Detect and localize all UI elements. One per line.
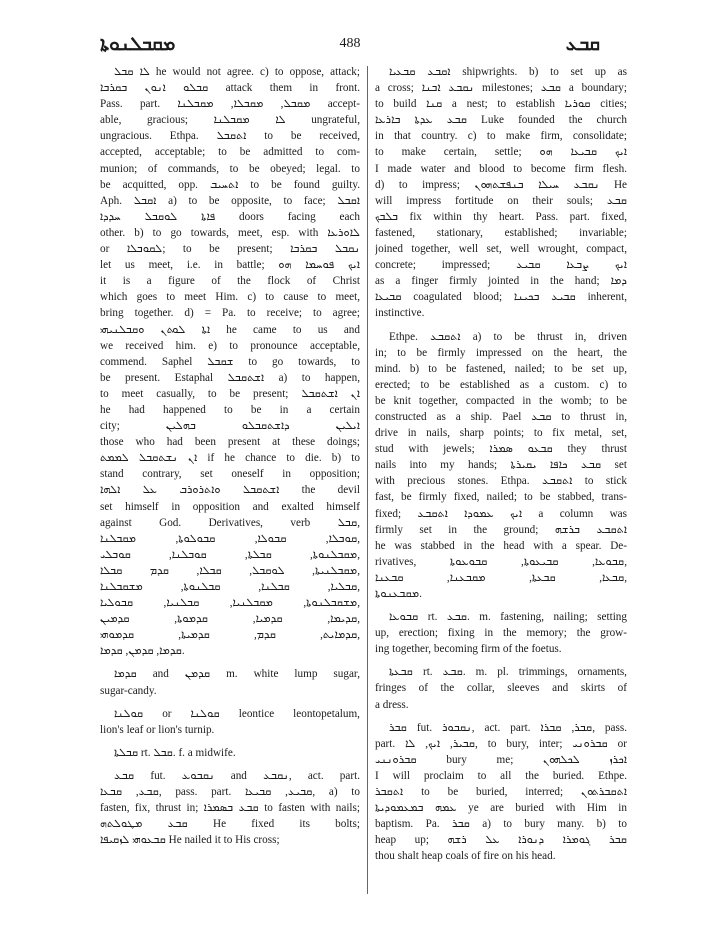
entry-line: baptism. Pa. ܩܒܪ a) to bury many. b) to: [375, 818, 627, 831]
entry-line: erected; to be established as a custom. c) to: [375, 378, 627, 391]
entry-line: concrete; impressed; ܐܝܟ ܨܒܥܐ ܩܒܝܥ: [375, 259, 627, 272]
entry-line: ungracious. Ethpa. ܐܬܩܒܠ to be received,: [100, 130, 360, 143]
entry-line: mind. b) to be fastened, nailed; to be set up,: [375, 362, 627, 375]
entry-line: ܩܕܡܐ and ܩܕܡܢ m. white lump sugar,: [114, 668, 360, 681]
entry-line: with precious stones. Ethpa. ܐܬܩܒܥ to stick: [375, 475, 627, 488]
entry-line: to meet casually, to be present; ܐܢ ܐܫܬܩܒܠ: [100, 387, 360, 400]
entry-line: or ܠܩܘܒܠܐ; to be present; ܢܩܒܠ ܒܩܪܒܐ: [100, 243, 360, 256]
entry-line: up, erection; fixing in the memory; the grow-: [375, 627, 627, 640]
entry-line: set himself in opposition and exalted himself: [100, 500, 360, 513]
entry-line: a cross; ܢܩܒܥ ܐܒܢܐ milestones; ܩܒܥ a boundary;: [375, 82, 627, 95]
entry-line: Ethpe. ܐܬܩܒܥ a) to be thrust in, driven: [389, 330, 627, 343]
page-header: [100, 34, 600, 58]
dictionary-entry: [375, 664, 627, 712]
dictionary-entry: [375, 609, 627, 657]
entry-line: city; ܐܝܠܝܢ ܕܐܫܬܩܒܠܘ ܒܗܠܝܢ: [100, 420, 360, 433]
entry-line: Aph. ܐܩܒܠ a) to be opposite, to face; ܐܩܒܠ: [100, 194, 360, 207]
entry-line: ܐܬܩܒܪ to be buried, interred; ܐܬܩܒܪܬܘܢ: [375, 786, 627, 799]
entry-line: thou shalt heap coals of fire on his head.: [375, 850, 556, 863]
entry-line: ܩܒܥܘܗܝ ܠܙܩܝܦܐ He nailed it to His cross;: [100, 834, 280, 847]
entry-line: I will proclaim to all the buried. Ethpe.: [375, 769, 627, 782]
entry-line: to make certain, settle; ܐܝܟ ܩܒܝܥܐ ܗܘ: [375, 146, 627, 159]
entry-line: I made water and blood to become firm flesh.: [375, 162, 627, 175]
dictionary-entry: [100, 706, 360, 738]
entry-line: munion; of commands, to be obeyed; legal. to: [100, 162, 360, 175]
entry-line: drive in nails, sharp points; to fix metal, set,: [375, 427, 627, 440]
entry-line: ܩܒܪܘܢܢܝ bury me; ܐܟܪܙ ܠܟܠܗܘܢ: [375, 753, 627, 766]
entry-line: ܩܒܥ ܡܛܘܠܬܗ He fixed its bolts;: [100, 818, 360, 831]
header-right-word: ܩܒܥ: [565, 34, 600, 55]
entry-line: ܩܒܝܥܐ coagulated blood; ܩܒܝܥ ܒܟܝܢܐ inherent,: [375, 291, 627, 304]
entry-line: he had happened to be in a certain: [100, 403, 360, 416]
entry-line: ܩܒܥ ܥܕܬܐ ܒܐܪܥܐ Luke founded the church: [375, 114, 627, 127]
entry-line: ܩܒܪ fut. ܢܩܒܘܪ, act. part. ܩܒܪ, ܩܒܪܐ, pass.: [389, 721, 627, 734]
entry-line: stand contrary, set oneself in opposition;: [100, 468, 360, 481]
dictionary-entry: [100, 64, 360, 659]
entry-line: ܐܬܐ ܠܘܬܢ ܘܩܒܠܢܝܗܝ he came to us and: [100, 323, 360, 336]
entry-line: fastened, stationary, established; invariable;: [375, 226, 627, 239]
entry-line: ܩܒܘܥܐ rt. ܩܒܥ. m. fastening, nailing; setting: [389, 611, 627, 624]
entry-line: we received him. e) to pronounce acceptable,: [100, 339, 360, 352]
entry-line: Pass. part. ܡܩܒܠ, ܡܩܒܠܐ, ܡܩܒܠܢܐ accept-: [100, 98, 360, 111]
entry-line: nails into my hands; ܩܒܥ ܟܐܦܐ ܝܩܝܪܬܐ set: [375, 459, 627, 472]
entry-line: ܩܒܥ, ܩܒܥܐ, pass. part. ܩܒܝܥ, ܩܒܝܥܐ, a) to: [100, 786, 360, 799]
entry-line: he was stabbed in the head with a spear. De-: [375, 539, 627, 552]
entry-line: be acquitted, opp. ܐܬܚܝܒ to be found guilty.: [100, 178, 360, 191]
dictionary-entry: [100, 745, 360, 761]
entry-line: ܐܢ ܢܫܬܩܒܠ ܠܡܡܬ if he chance to die. b) to: [100, 452, 360, 465]
entry-line: be present. Estaphal ܐܫܬܩܒܠ a) to happen,: [100, 371, 360, 384]
entry-line: as a finger firmly jointed in the hand; ܕܡܐ: [375, 275, 627, 288]
entry-line: sugar-candy.: [100, 684, 157, 697]
entry-line: ܩܒܠܘ ܐܢܘܢ ܒܩܪܒܐ attack them in front.: [100, 82, 360, 95]
dictionary-entry: [100, 768, 360, 848]
entry-line: to build ܩܢܐ a nest; to establish ܩܘܪܝܐ cities;: [375, 98, 627, 111]
entry-line: ܩܒܥ fut. ܢܩܒܘܥ and ܢܩܒܥ, act. part.: [114, 769, 360, 782]
entry-line: ܥܡܗ ܒܡܥܡܘܕܝܬܐ ye are buried with Him in: [375, 802, 627, 815]
entry-line: ܠܐ ܩܒܠ he would not agree. c) to oppose, attack;: [114, 66, 360, 78]
entry-line: ܡܩܒܠܢܝܬܐ, ܠܘܩܒܠ, ܩܒܠܐ, ܩܕܡ ܩܒܠܐ,: [100, 564, 360, 577]
entry-line: be knit together, compacted in the womb; to be: [375, 394, 627, 407]
entry-line: heap up; ܩܒܪ ܓܘܡܪܐ ܕܢܘܪܐ ܥܠ ܪܫܗ: [375, 834, 627, 847]
entry-line: lion's leaf or lion's turnip.: [100, 723, 215, 736]
entry-line: ܦܐܬܐ ܠܘܩܒܠ ܚܕܕܐ doors facing each: [100, 210, 360, 223]
entry-line: constructed as a ship. Pael ܩܒܥ to thrust in,: [375, 410, 627, 423]
entry-line: joined together, well set, well wrought, compact,: [375, 243, 627, 256]
entry-line: ܩܒܠܬܐ rt. ܩܒܠ. f. a midwife.: [114, 746, 236, 759]
entry-line: ܩܘܒܠܐ, ܩܒܘܠܐ, ܩܒܘܠܘܬܐ, ܡܩܒܠܢܐ,: [100, 532, 360, 545]
entry-line: ܩܕܡܐܝܬ, ܩܕܡ, ܩܕܡܝܬܐ, ܩܕܡܘܗܝ,: [100, 629, 360, 642]
entry-line: ܩܒܠܝܐ, ܩܒܠܢܐ, ܩܒܠܢܘܬܐ, ܡܫܩܒܠܢܐ,: [100, 581, 360, 593]
entry-line: a dress.: [375, 698, 409, 711]
entry-line: ܩܕܡܐ, ܩܕܡܢ, ܩܕܡܐ.: [100, 645, 185, 658]
entry-line: against God. Derivatives, verb ܩܒܠ,: [100, 516, 360, 529]
entry-line: ܡܫܩܒܠܢܘܬܐ, ܡܩܒܠܢܝܐ, ܩܒܠܢܝܐ, ܩܒܘܠܝܐ,: [100, 597, 360, 610]
entry-line: ܩܒܥܐ, ܩܒܥܬܐ, ܡܩܒܥܢܐ, ܩܒܥܢܐ,: [375, 571, 627, 584]
dictionary-entry: [375, 329, 627, 603]
entry-line: will impress fortitude on their souls; ܩܒܥ: [375, 194, 627, 207]
entry-line: rivatives, ܩܒܘܥܐ, ܩܒܝܥܘܬܐ, ܩܒܘܥܘܬܐ,: [375, 555, 627, 568]
entry-line: it is a figure of the flock of Christ: [100, 275, 360, 288]
entry-line: ܡܩܒܠܢܘܬܐ, ܩܒܠܬܐ, ܩܘܒܠܢܐ, ܩܘܒܠܝ,: [100, 548, 360, 561]
entry-line: ing together, becoming firm of the foetus.: [375, 643, 562, 656]
entry-line: accepted, acceptable; to be admitted to com-: [100, 146, 360, 159]
entry-line: ܡܩܒܥܢܘܬܐ.: [375, 588, 422, 600]
entry-line: fringes of the collar, sleeves and skirts of: [375, 682, 627, 695]
header-left-word: ܡܩܒܠܢܘܬܐ: [100, 34, 176, 55]
entry-line: able, gracious; ܠܐ ܡܩܒܠܢܐ ungrateful,: [100, 114, 360, 127]
entry-line: fasten, fix, thrust in; ܩܒܥ ܒܣܡܪܐ to fasten with nails;: [100, 802, 360, 815]
entry-line: ܩܘܠܢܐ or ܩܘܠܢܐ leontice leontopetalum,: [114, 707, 360, 720]
entry-line: fast, be firmly fixed, nailed; to be stabbed, trans-: [375, 491, 627, 504]
entry-line: which goes to meet Him. c) to cause to meet,: [100, 291, 360, 304]
left-column: [100, 64, 360, 848]
entry-line: ܐܫܬܩܒܠ ܘܐܬܪܘܪܒ ܥܠ ܐܠܗܐ the devil: [100, 484, 360, 497]
entry-line: bring together. d) = Pa. to receive; to agree;: [100, 307, 360, 320]
entry-line: in that country. c) to make firm, consolidate;: [375, 130, 627, 143]
entry-line: ܩܕܝܡܐ, ܩܕܡܝܐ, ܩܕܡܘܬܐ, ܩܕܡܝܢ,: [100, 613, 360, 626]
entry-line: stud with jewels; ܩܒܥܘ ܣܡܪܐ they thrust: [375, 443, 627, 456]
entry-line: commend. Saphel ܫܩܒܠ to go towards, to: [100, 355, 360, 368]
entry-line: other. b) to go towards, meet, esp. with ܠܐܘܪܥܐ: [100, 226, 360, 239]
entry-line: ܐܩܒܥ ܩܒܥܝܐ shipwrights. b) to set up as: [389, 66, 627, 78]
entry-line: fixed; ܐܝܟ ܥܡܘܕܐ ܐܬܩܒܥ a column was: [375, 507, 627, 520]
dictionary-entry: [375, 64, 627, 322]
dictionary-entry: [375, 720, 627, 865]
entry-line: those who had been present at these doings;: [100, 436, 360, 449]
entry-line: firmly set in the ground; ܐܬܩܒܥ ܒܪܫܗ: [375, 523, 627, 536]
entry-line: ܩܒܥܬܐ rt. ܩܒܥ. m. pl. trimmings, ornaments,: [389, 666, 627, 679]
entry-line: let us meet, i.e. in battle; ܐܝܟ ܦܘܚܡܐ ܗܘ: [100, 259, 360, 272]
entry-line: part. ܩܒܝܪ, ܐܝܟ, ܠܐ, to bury, inter; ܩܒܪܘܢܝ or: [375, 737, 627, 750]
entry-line: in; to be firmly impressed on the heart, the: [375, 346, 627, 359]
dictionary-entry: [100, 666, 360, 698]
entry-line: d) to impress; ܢܩܒܥ ܚܝܠܐ ܒܢܦܫܬܗܘܢ He: [375, 178, 627, 191]
right-column: [375, 64, 627, 865]
entry-line: ܒܠܒܟ fix within thy heart. Pass. part. fixed,: [375, 210, 627, 223]
column-divider: [367, 66, 368, 894]
page-number: 488: [339, 36, 361, 51]
entry-line: instinctive.: [375, 307, 425, 320]
